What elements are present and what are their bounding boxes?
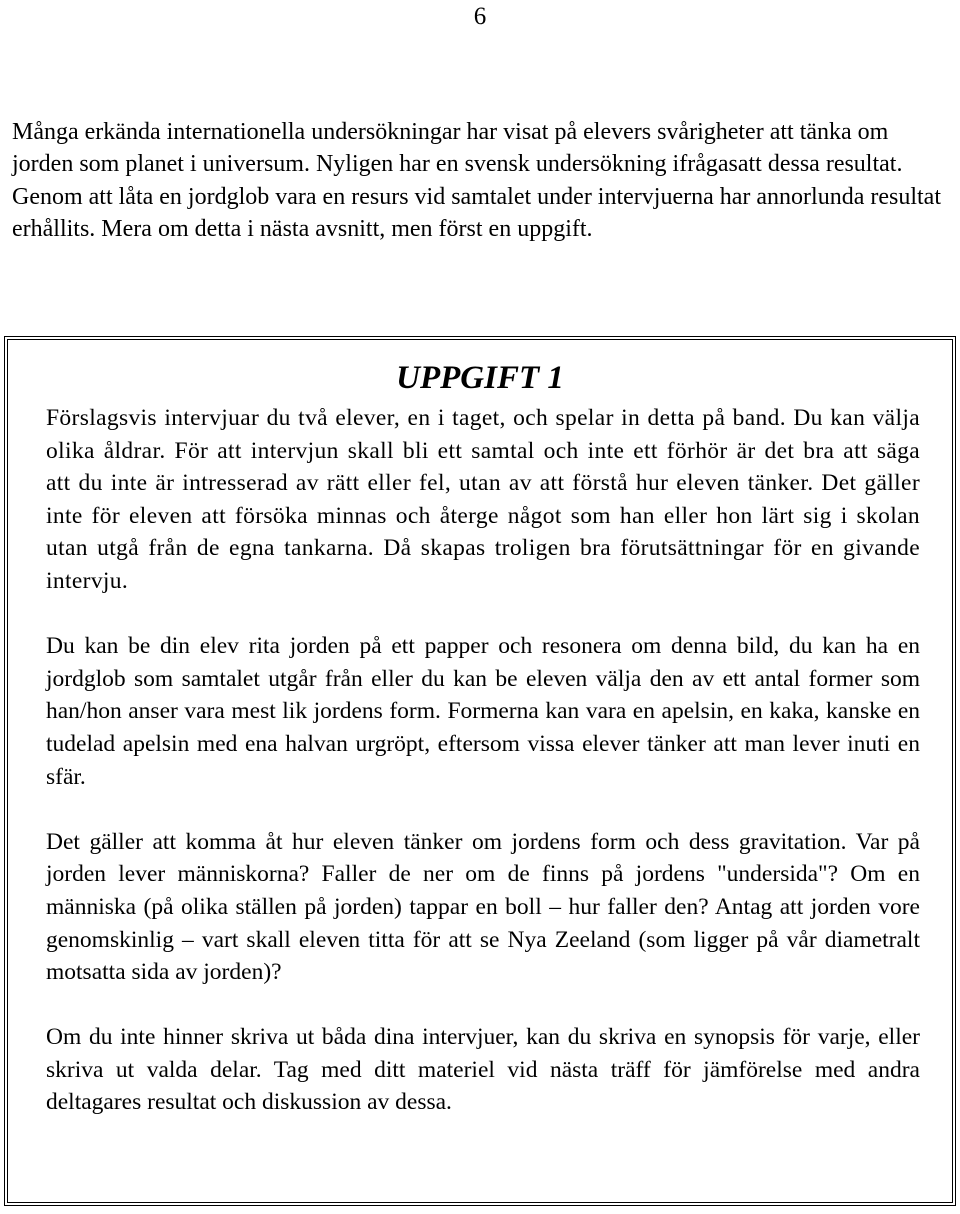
task-body bbox=[46, 402, 920, 1119]
task-paragraph-2: Du kan be din elev rita jorden på ett papper och resonera om denna bild, du kan ha en jordglob som samtalet utgår från eller du kan be eleven välja den av ett antal former som han/hon anser vara mest lik jordens form. Formerna kan vara en apelsin, en kaka, kanske en tudelad apelsin med ena halvan urgröpt, eftersom vissa elever tänker att man lever inuti en sfär. bbox=[46, 633, 920, 790]
task-paragraph-1: Förslagsvis intervjuar du två elever, en i taget, och spelar in detta på band. Du kan välja olika åldrar. För att intervjun skall bli ett samtal och inte ett förhör är det bra att säga att du inte är intresserad av rätt eller fel, utan av att förstå hur eleven tänker. Det gäller inte för eleven att försöka minnas och återge något som han eller hon lärt sig i skolan utan utgå från de egna tankarna. Då skapas troligen bra förutsättningar för en givande intervju. bbox=[46, 405, 920, 594]
page-number: 6 bbox=[473, 3, 487, 30]
task-paragraph-3: Det gäller att komma åt hur eleven tänker om jordens form och dess gravitation. Var på jorden lever människorna? Faller de ner om de finns på jordens "undersida"? Om en människa (på olika ställen på jorden) tappar en boll – hur faller den? Antag att jorden vore genomskinlig – vart skall eleven titta för att se Nya Zeeland (som ligger på vår diametralt motsatta sida av jorden)? bbox=[46, 828, 920, 986]
task-heading: UPPGIFT 1 bbox=[396, 360, 564, 396]
intro-paragraph: Många erkända internationella undersökningar har visat på elevers svårigheter att tänka om jorden som planet i universum. Nyligen har en svensk undersökning ifrågasatt dessa resultat. Genom att låta en jordglob vara en resurs vid samtalet under intervjuerna har annorlunda resultat erhållits. Mera om detta i nästa avsnitt, men först en uppgift. bbox=[12, 119, 942, 243]
task-paragraph-4: Om du inte hinner skriva ut båda dina intervjuer, kan du skriva en synopsis för varje, eller skriva ut valda delar. Tag med ditt materiel vid nästa träff för jämförelse med andra deltagares resultat och diskussion av dessa. bbox=[46, 1024, 920, 1116]
task-box bbox=[4, 336, 956, 1206]
